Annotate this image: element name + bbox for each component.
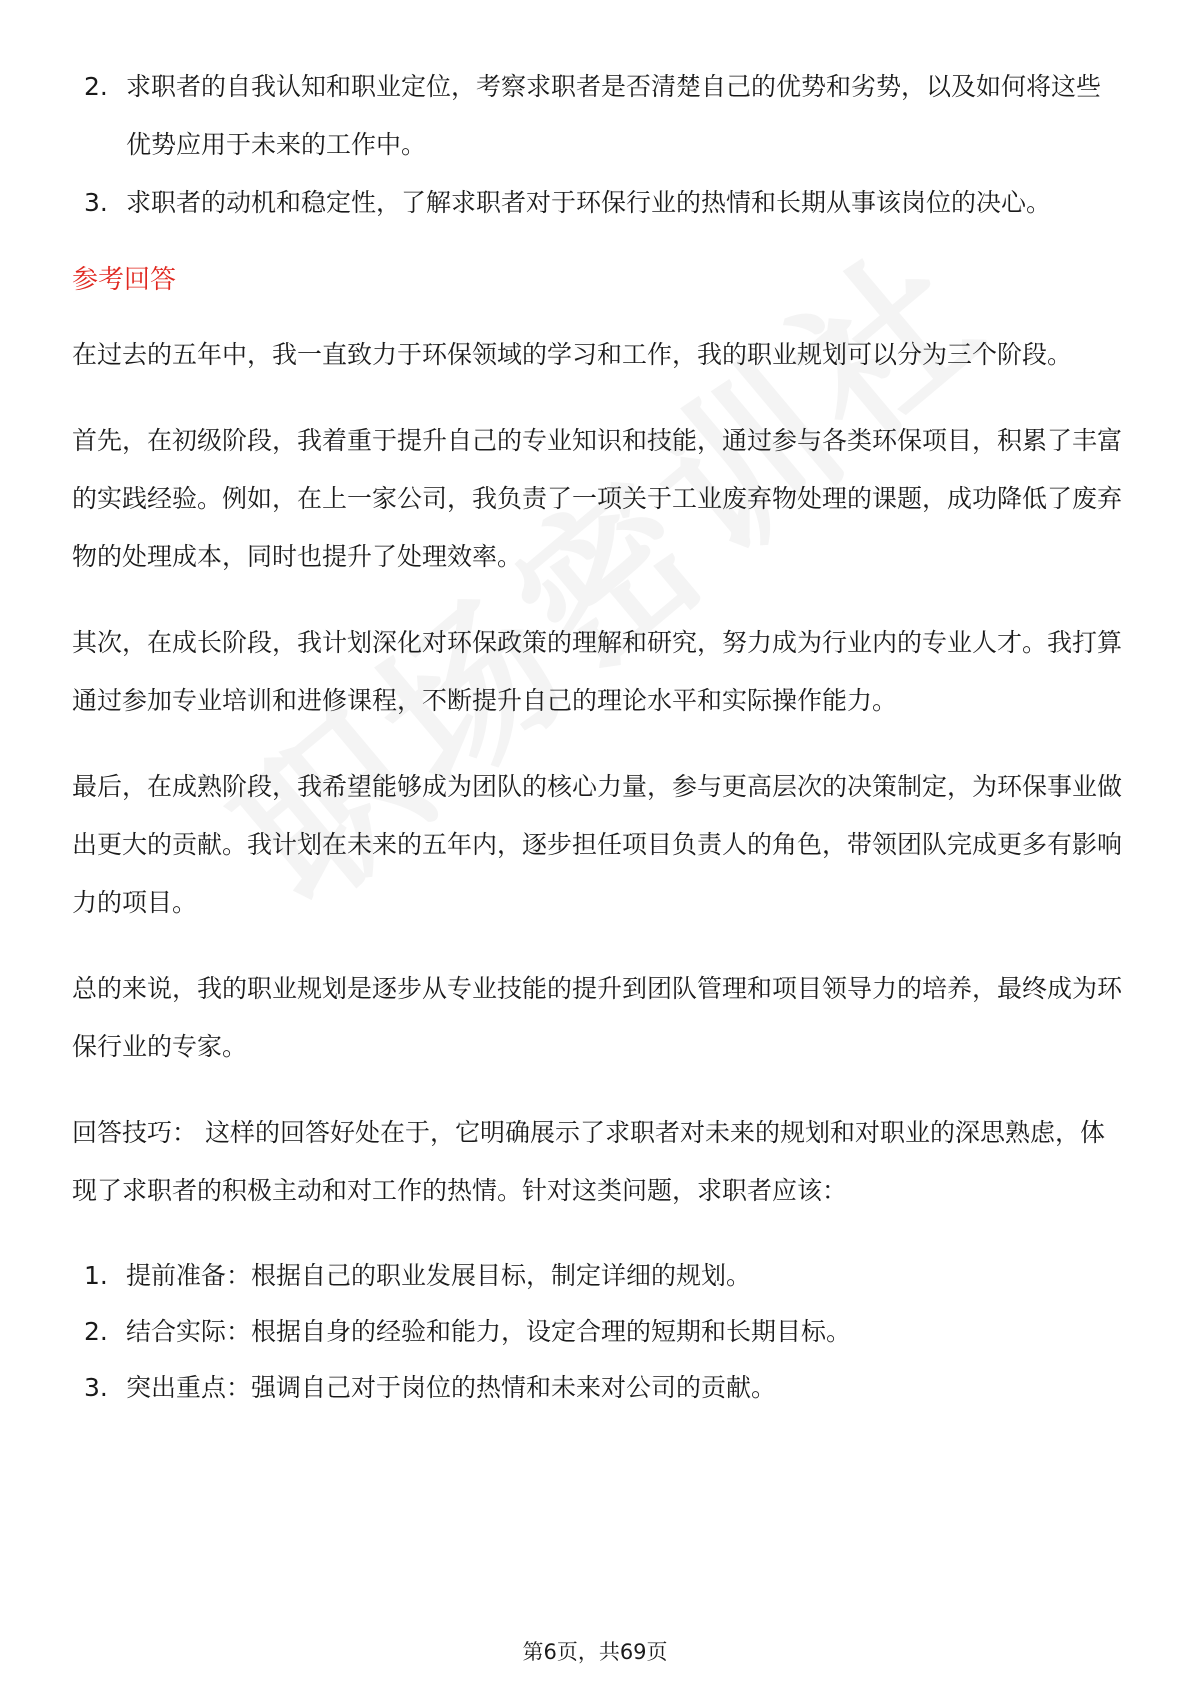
list-number: 3. bbox=[84, 1373, 108, 1402]
paragraph: 最后，在成熟阶段，我希望能够成为团队的核心力量，参与更高层次的决策制定，为环保事业做出更大的贡献。我计划在未来的五年内，逐步担任项目负责人的角色，带领团队完成更多有影响力的项目。 bbox=[72, 772, 1123, 917]
list-item bbox=[72, 1304, 1122, 1360]
paragraph: 在过去的五年中，我一直致力于环保领域的学习和工作，我的职业规划可以分为三个阶段。 bbox=[72, 340, 1073, 369]
list-text: 提前准备：根据自己的职业发展目标，制定详细的规划。 bbox=[126, 1261, 752, 1290]
section-heading: 参考回答 bbox=[72, 265, 177, 295]
list-text: 求职者的自我认知和职业定位，考察求职者是否清楚自己的优势和劣势，以及如何将这些优势应用于未来的工作中。 bbox=[126, 72, 1102, 159]
page-number: 第6页，共69页 bbox=[522, 1640, 668, 1664]
paragraph: 回答技巧： 这样的回答好处在于，它明确展示了求职者对未来的规划和对职业的深思熟虑，体现了求职者的积极主动和对工作的热情。针对这类问题，求职者应该： bbox=[72, 1118, 1105, 1205]
criteria-list bbox=[72, 58, 1122, 232]
list-text: 求职者的动机和稳定性，了解求职者对于环保行业的热情和长期从事该岗位的决心。 bbox=[126, 188, 1052, 217]
list-item bbox=[72, 1360, 1122, 1416]
list-item bbox=[72, 58, 1122, 174]
list-item bbox=[72, 174, 1122, 232]
list-item bbox=[72, 1248, 1122, 1304]
list-number: 2. bbox=[84, 72, 108, 101]
list-number: 1. bbox=[84, 1261, 108, 1290]
paragraph: 总的来说，我的职业规划是逐步从专业技能的提升到团队管理和项目领导力的培养，最终成为环保行业的专家。 bbox=[72, 974, 1123, 1061]
list-number: 2. bbox=[84, 1317, 108, 1346]
tips-list bbox=[72, 1248, 1122, 1416]
list-text: 结合实际：根据自身的经验和能力，设定合理的短期和长期目标。 bbox=[126, 1317, 852, 1346]
paragraph: 其次，在成长阶段，我计划深化对环保政策的理解和研究，努力成为行业内的专业人才。我打算通过参加专业培训和进修课程，不断提升自己的理论水平和实际操作能力。 bbox=[72, 628, 1123, 715]
list-number: 3. bbox=[84, 188, 108, 217]
document-body bbox=[72, 58, 1122, 1416]
paragraph: 首先，在初级阶段，我着重于提升自己的专业知识和技能，通过参与各类环保项目，积累了丰富的实践经验。例如，在上一家公司，我负责了一项关于工业废弃物处理的课题，成功降低了废弃物的处理成本，同时也提升了处理效率。 bbox=[72, 426, 1123, 571]
list-text: 突出重点：强调自己对于岗位的热情和未来对公司的贡献。 bbox=[126, 1373, 777, 1402]
